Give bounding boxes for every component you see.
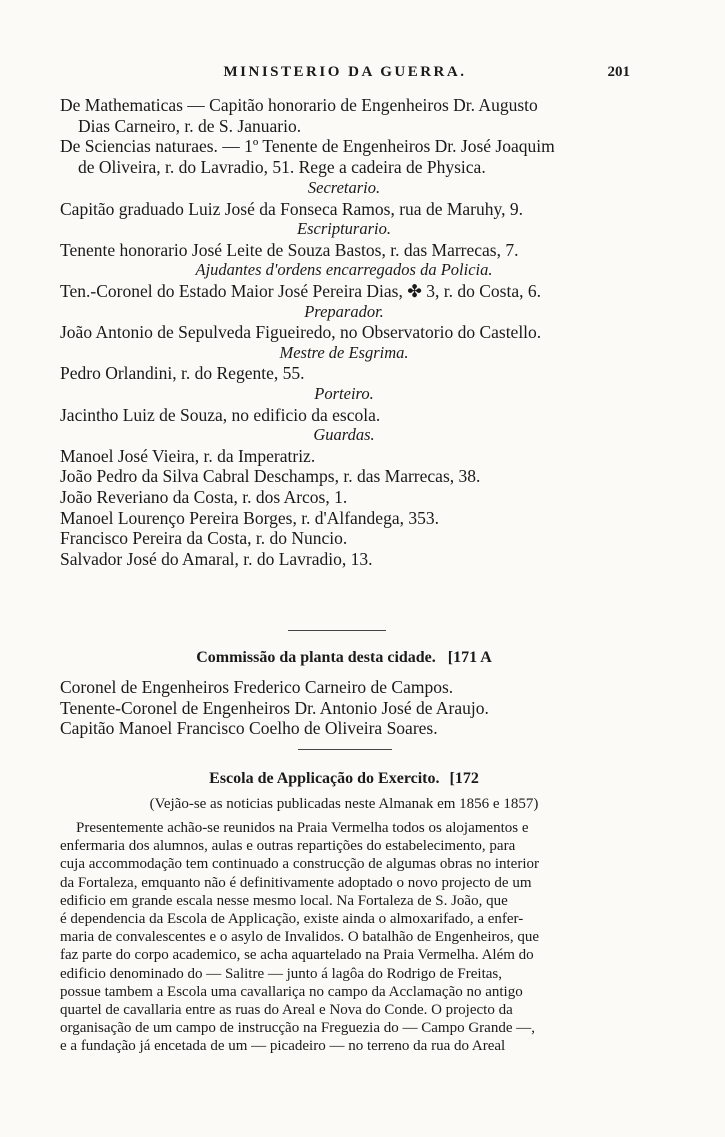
entry-line: De Sciencias naturaes. — 1º Tenente de Engenheiros Dr. José Joaquim [60,136,555,157]
guard-item: Manoel Lourenço Pereira Borges, r. d'Alfandega, 353. [60,507,439,528]
staff-sections [60,178,628,569]
paragraph-line: faz parte do corpo academico, se acha aquartelado na Praia Vermelha. Além do [60,947,534,964]
section-heading: Mestre de Esgrima. [279,342,409,362]
commission-member: Coronel de Engenheiros Frederico Carneiro de Campos. [60,677,454,697]
commission-ref: [171 A [447,649,492,666]
paragraph-line: quartel de cavallaria entre as ruas do Areal e Nova do Conde. O projecto da [60,1002,513,1019]
escola-title: Escola de Applicação do Exercito. [209,770,440,787]
faculty-entries [60,95,628,177]
entry-line: Dias Carneiro, r. de S. Januario. [78,115,302,136]
section-heading: Porteiro. [314,383,374,403]
section-heading: Preparador. [304,301,384,321]
paragraph-line: cuja accommodação tem continuado a construcção de algumas obras no interior [60,856,539,873]
staff-item: Tenente honorario José Leite de Souza Bastos, r. das Marrecas, 7. [60,239,519,260]
escola-section [60,770,628,1056]
section-heading: Guardas. [313,425,375,445]
escola-ref: [172 [449,770,479,787]
paragraph-line: da Fortaleza, emquanto não é definitivamente adoptado o novo projecto de um [60,874,532,891]
section-heading: Escripturario. [297,219,391,239]
escola-paragraph [60,819,628,1056]
paragraph-line: edificio em grande escala nesse mesmo local. Na Fortaleza de S. João, que [60,892,508,909]
staff-item: Ten.-Coronel do Estado Maior José Pereira Dias, ✤ 3, r. do Costa, 6. [60,280,541,301]
paragraph-line: e a fundação já encetada de um — picadeiro — no terreno da rua do Areal [60,1038,506,1055]
commission-member: Tenente-Coronel de Engenheiros Dr. Antonio José de Araujo. [60,697,489,718]
entry-sciencias [60,136,628,177]
paragraph-line: enfermaria dos alumnos, aulas e outras repartições do estabelecimento, para [60,838,516,855]
commission-title-row [60,649,628,667]
commission-title: Commissão da planta desta cidade. [196,649,436,666]
commission-section [60,649,628,739]
paragraph-line: edificio denominado do — Salitre — junto á lagôa do Rodrigo de Freitas, [60,965,502,982]
guard-item: João Pedro da Silva Cabral Deschamps, r. das Marrecas, 38. [60,466,481,487]
staff-item: Jacintho Luiz de Souza, no edificio da escola. [60,404,381,425]
staff-item: Pedro Orlandini, r. do Regente, 55. [60,363,305,384]
paragraph-line: possue tambem a Escola uma cavallariça no campo da Acclamação no antigo [60,983,523,1000]
section-heading: Secretario. [307,178,381,197]
page-number: 201 [607,64,630,80]
entry-line: de Oliveira, r. do Lavradio, 51. Rege a cadeira de Physica. [78,156,486,177]
guard-item: João Reveriano da Costa, r. dos Arcos, 1. [60,486,348,507]
paragraph-line: maria de convalescentes e o asylo de Invalidos. O batalhão de Engenheiros, que [60,929,539,946]
section-divider [288,630,386,631]
guard-item: Manoel José Vieira, r. da Imperatriz. [60,445,316,466]
guard-item: Francisco Pereira da Costa, r. do Nuncio. [60,528,348,549]
staff-item: João Antonio de Sepulveda Figueiredo, no Observatorio do Castello. [60,322,542,343]
commission-member: Capitão Manoel Francisco Coelho de Oliveira Soares. [60,718,438,739]
section-divider [298,749,392,750]
page-header [60,64,630,88]
paragraph-line: organisação de um campo de instrucção na Freguezia do — Campo Grande —, [60,1020,535,1037]
running-title: MINISTERIO DA GUERRA. [223,64,467,80]
escola-title-row [60,770,628,788]
paragraph-line: Presentemente achão-se reunidos na Praia Vermelha todos os alojamentos e [76,820,529,836]
escola-note: (Vejão-se as noticias publicadas neste Almanak em 1856 e 1857) [149,796,539,812]
entry-mathematicas [60,95,628,136]
entry-line: De Mathematicas — Capitão honorario de Engenheiros Dr. Augusto [60,95,538,115]
paragraph-line: é dependencia da Escola de Applicação, existe ainda o almoxarifado, a enfer- [60,911,524,928]
staff-item: Capitão graduado Luiz José da Fonseca Ramos, rua de Maruhy, 9. [60,198,523,219]
guard-item: Salvador José do Amaral, r. do Lavradio, 13. [60,548,373,569]
section-heading: Ajudantes d'ordens encarregados da Policia. [195,260,493,280]
